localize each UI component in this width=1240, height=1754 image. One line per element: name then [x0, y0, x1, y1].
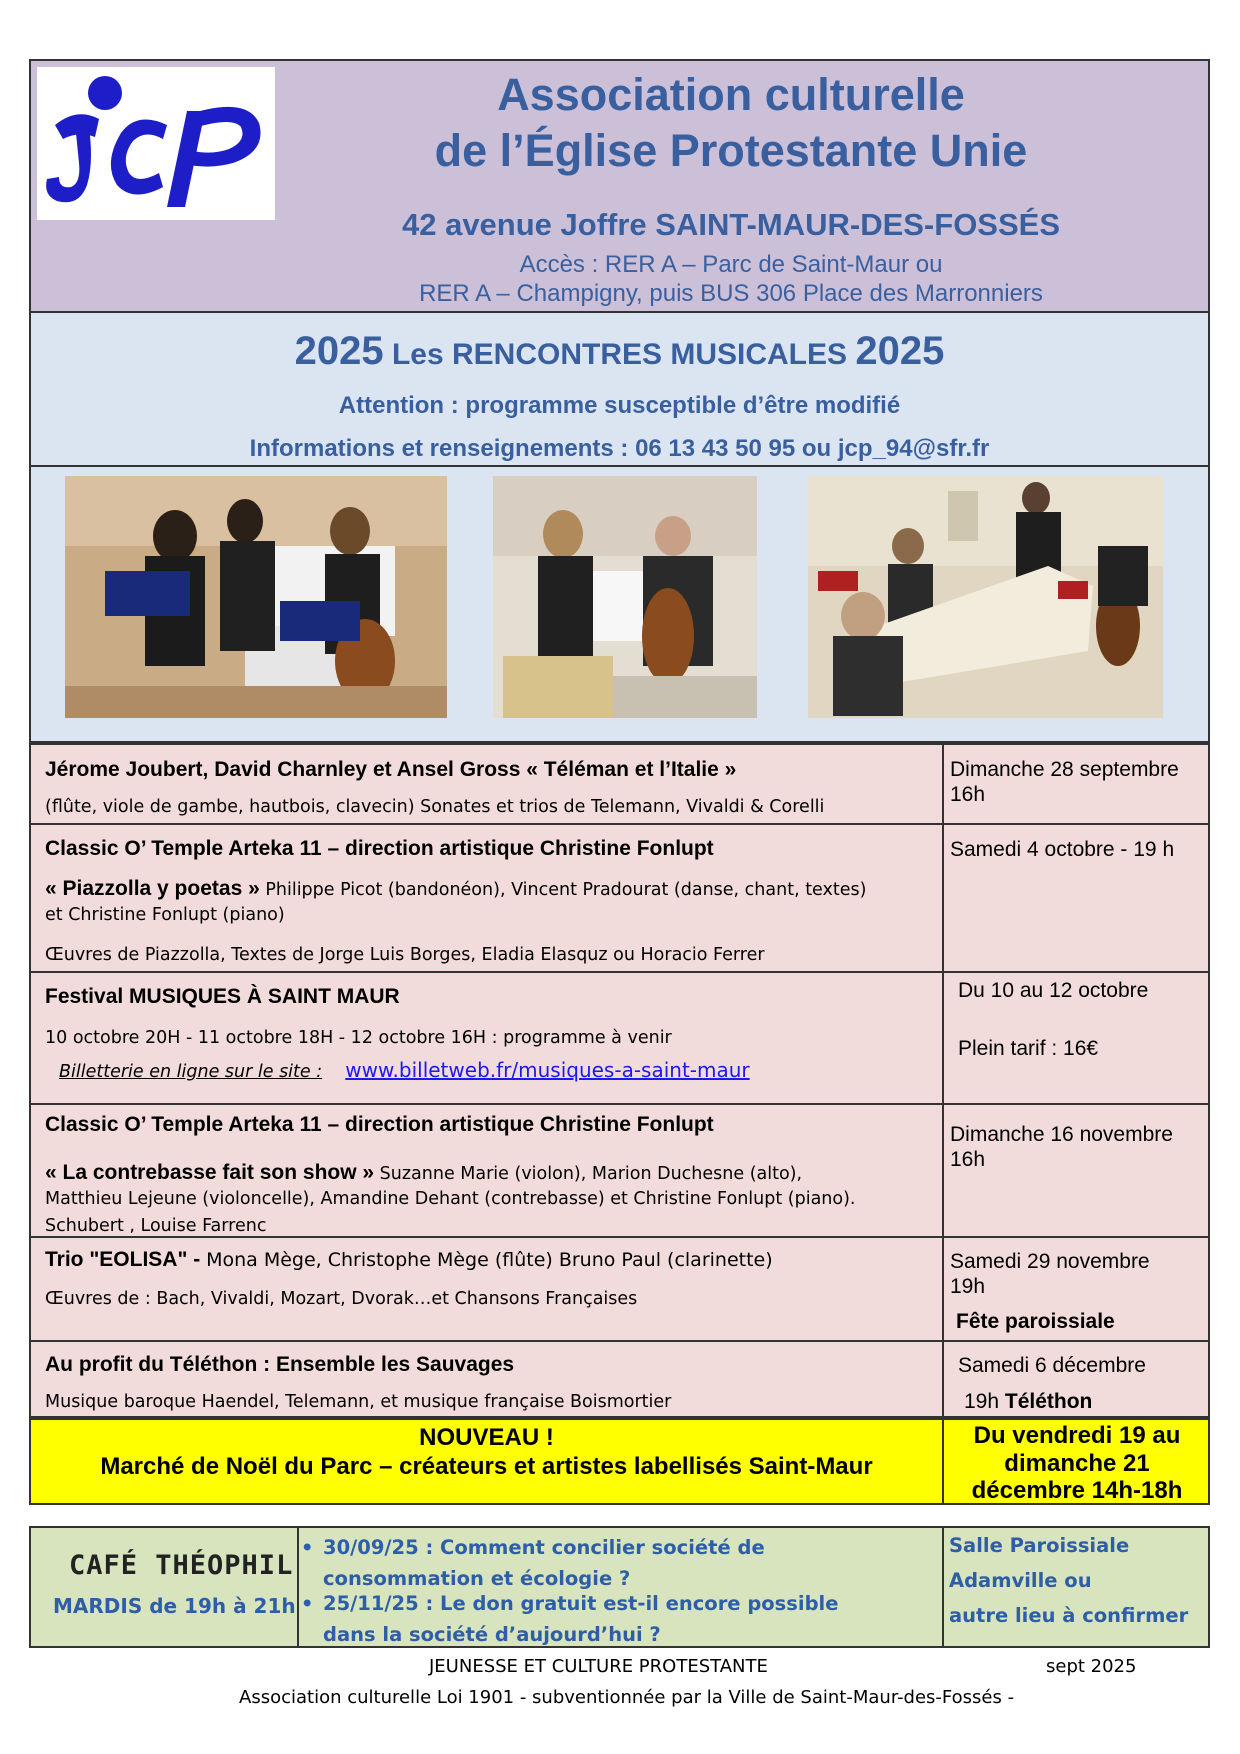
event-subtitle: « Piazzolla y poetas »	[45, 877, 260, 900]
bullet-icon: •	[301, 1536, 314, 1559]
event-description: 10 octobre 20H - 11 octobre 18H - 12 octobre 16H : programme à venir	[45, 1028, 672, 1048]
cafe-place-line3: autre lieu à confirmer	[949, 1604, 1189, 1627]
event-description: (flûte, viole de gambe, hautbois, clavecin) Sonates et trios de Telemann, Vivaldi & Corelli	[45, 797, 825, 817]
photo-strip	[29, 467, 1210, 743]
program-banner	[29, 313, 1210, 467]
cafe-schedule: MARDIS de 19h à 21h	[53, 1594, 296, 1618]
header-address: 42 avenue Joffre SAINT-MAUR-DES-FOSSÉS	[401, 207, 1061, 242]
bullet-icon: •	[301, 1592, 314, 1615]
event-row-6	[29, 1342, 1210, 1418]
cafe-topic-line1: 25/11/25 : Le don gratuit est-il encore possible	[323, 1592, 839, 1615]
nouveau-label: NOUVEAU !	[419, 1424, 554, 1451]
event-time: 19h	[950, 1275, 986, 1298]
event-title-prefix: Festival	[45, 985, 130, 1008]
event-row-5	[29, 1238, 1210, 1342]
event-time: 16h	[950, 783, 986, 806]
event-title: Au profit du Téléthon : Ensemble les Sauvages	[45, 1353, 515, 1376]
event-performers: Philippe Picot (bandonéon), Vincent Pradourat (danse, chant, textes)	[259, 880, 867, 900]
event-title: Trio "EOLISA" -	[45, 1248, 207, 1271]
program-year-right: 2025	[855, 329, 945, 373]
event-row-3	[29, 973, 1210, 1105]
event-title-main: MUSIQUES À SAINT MAUR	[129, 985, 400, 1008]
jcp-logo-icon	[37, 67, 275, 220]
photo-duo-cello	[493, 476, 757, 718]
event-date: Du 10 au 12 octobre	[958, 979, 1149, 1002]
event-description-line1	[45, 1161, 802, 1185]
event-description-line2: et Christine Fonlupt (piano)	[45, 905, 285, 925]
event-works: Œuvres de Piazzolla, Textes de Jorge Luis Borges, Eladia Elasquz ou Horacio Ferrer	[45, 945, 765, 965]
cafe-theophil	[29, 1526, 1210, 1648]
footer-date: sept 2025	[1046, 1656, 1137, 1677]
header-title-line2: de l’Église Protestante Unie	[434, 125, 1028, 176]
event-row-4	[29, 1105, 1210, 1238]
footer-org: JEUNESSE ET CULTURE PROTESTANTE	[429, 1656, 768, 1677]
photo-orchestra-piano	[808, 476, 1163, 718]
event-title	[45, 985, 400, 1009]
event-title-line	[45, 1248, 773, 1272]
program-attention: Attention : programme susceptible d’être modifié	[338, 392, 901, 419]
cafe-topic-1	[301, 1532, 923, 1594]
event-time	[964, 1389, 1092, 1414]
event-ticket-line	[59, 1058, 750, 1082]
ticket-label: Billetterie en ligne sur le site :	[59, 1062, 323, 1082]
event-note: Fête paroissiale	[956, 1310, 1115, 1333]
program-title-text: Les RENCONTRES MUSICALES	[391, 338, 848, 371]
cafe-place-line2: Adamville ou	[949, 1569, 1092, 1592]
event-works: Schubert , Louise Farrenc	[45, 1216, 267, 1236]
event-date: Samedi 4 octobre - 19 h	[950, 838, 1175, 861]
nouveau-banner	[29, 1418, 1210, 1505]
event-row-2	[29, 825, 1210, 973]
footer-legal: Association culturelle Loi 1901 - subventionnée par la Ville de Saint-Maur-des-Fossés -	[239, 1687, 1015, 1708]
program-info: Informations et renseignements : 06 13 43 50 95 ou jcp_94@sfr.fr	[249, 435, 990, 462]
event-date: Samedi 29 novembre	[950, 1250, 1150, 1273]
program-year-left: 2025	[294, 329, 384, 373]
event-time: 16h	[950, 1148, 986, 1171]
event-title: Classic O’ Temple Arteka 11 – direction artistique Christine Fonlupt	[45, 837, 714, 860]
event-performers: Suzanne Marie (violon), Marion Duchesne (alto),	[374, 1164, 803, 1184]
event-description-line2: Matthieu Lejeune (violoncelle), Amandine Dehant (contrebasse) et Christine Fonlupt (piano).	[45, 1189, 856, 1209]
event-date: Dimanche 16 novembre	[950, 1123, 1173, 1146]
event-date: Dimanche 28 septembre	[950, 758, 1179, 781]
event-date: Samedi 6 décembre	[958, 1354, 1146, 1377]
header-access-line1: Accès : RER A – Parc de Saint-Maur ou	[519, 251, 943, 278]
event-description: Musique baroque Haendel, Telemann, et musique française Boismortier	[45, 1392, 672, 1412]
cafe-topic-2	[301, 1588, 923, 1650]
event-price: Plein tarif : 16€	[958, 1037, 1099, 1060]
event-subtitle: « La contrebasse fait son show »	[45, 1161, 375, 1184]
event-row-1	[29, 743, 1210, 825]
header-access-line2: RER A – Champigny, puis BUS 306 Place des Marronniers	[419, 280, 1043, 307]
header-title-line1: Association culturelle	[497, 69, 965, 120]
event-title: Jérome Joubert, David Charnley et Ansel Gross « Téléman et l’Italie »	[45, 758, 737, 781]
nouveau-date-line3: décembre 14h-18h	[971, 1477, 1183, 1504]
nouveau-date-line2: dimanche 21	[1004, 1450, 1150, 1477]
cafe-topic-line2: consommation et écologie ?	[323, 1567, 631, 1590]
jcp-logo	[37, 67, 275, 220]
cafe-name: CAFÉ THÉOPHIL	[69, 1550, 294, 1581]
header	[29, 59, 1210, 313]
event-performers: Mona Mège, Christophe Mège (flûte) Bruno Paul (clarinette)	[206, 1249, 773, 1271]
ticket-link[interactable]: www.billetweb.fr/musiques-a-saint-maur	[345, 1058, 750, 1082]
photo-trio-concert	[65, 476, 447, 718]
cafe-topic-line1: 30/09/25 : Comment concilier société de	[323, 1536, 765, 1559]
event-time-prefix: 19h	[964, 1390, 1005, 1413]
event-note: Téléthon	[1004, 1390, 1093, 1413]
event-description-line1	[45, 877, 866, 901]
event-works: Œuvres de : Bach, Vivaldi, Mozart, Dvorak…et Chansons Françaises	[45, 1289, 638, 1309]
program-title	[31, 331, 1208, 375]
cafe-place-line1: Salle Paroissiale	[949, 1534, 1130, 1557]
event-title: Classic O’ Temple Arteka 11 – direction artistique Christine Fonlupt	[45, 1113, 714, 1136]
nouveau-date-line1: Du vendredi 19 au	[973, 1422, 1181, 1449]
nouveau-title: Marché de Noël du Parc – créateurs et artistes labellisés Saint-Maur	[100, 1453, 873, 1480]
cafe-topic-line2: dans la société d’aujourd’hui ?	[323, 1623, 661, 1646]
